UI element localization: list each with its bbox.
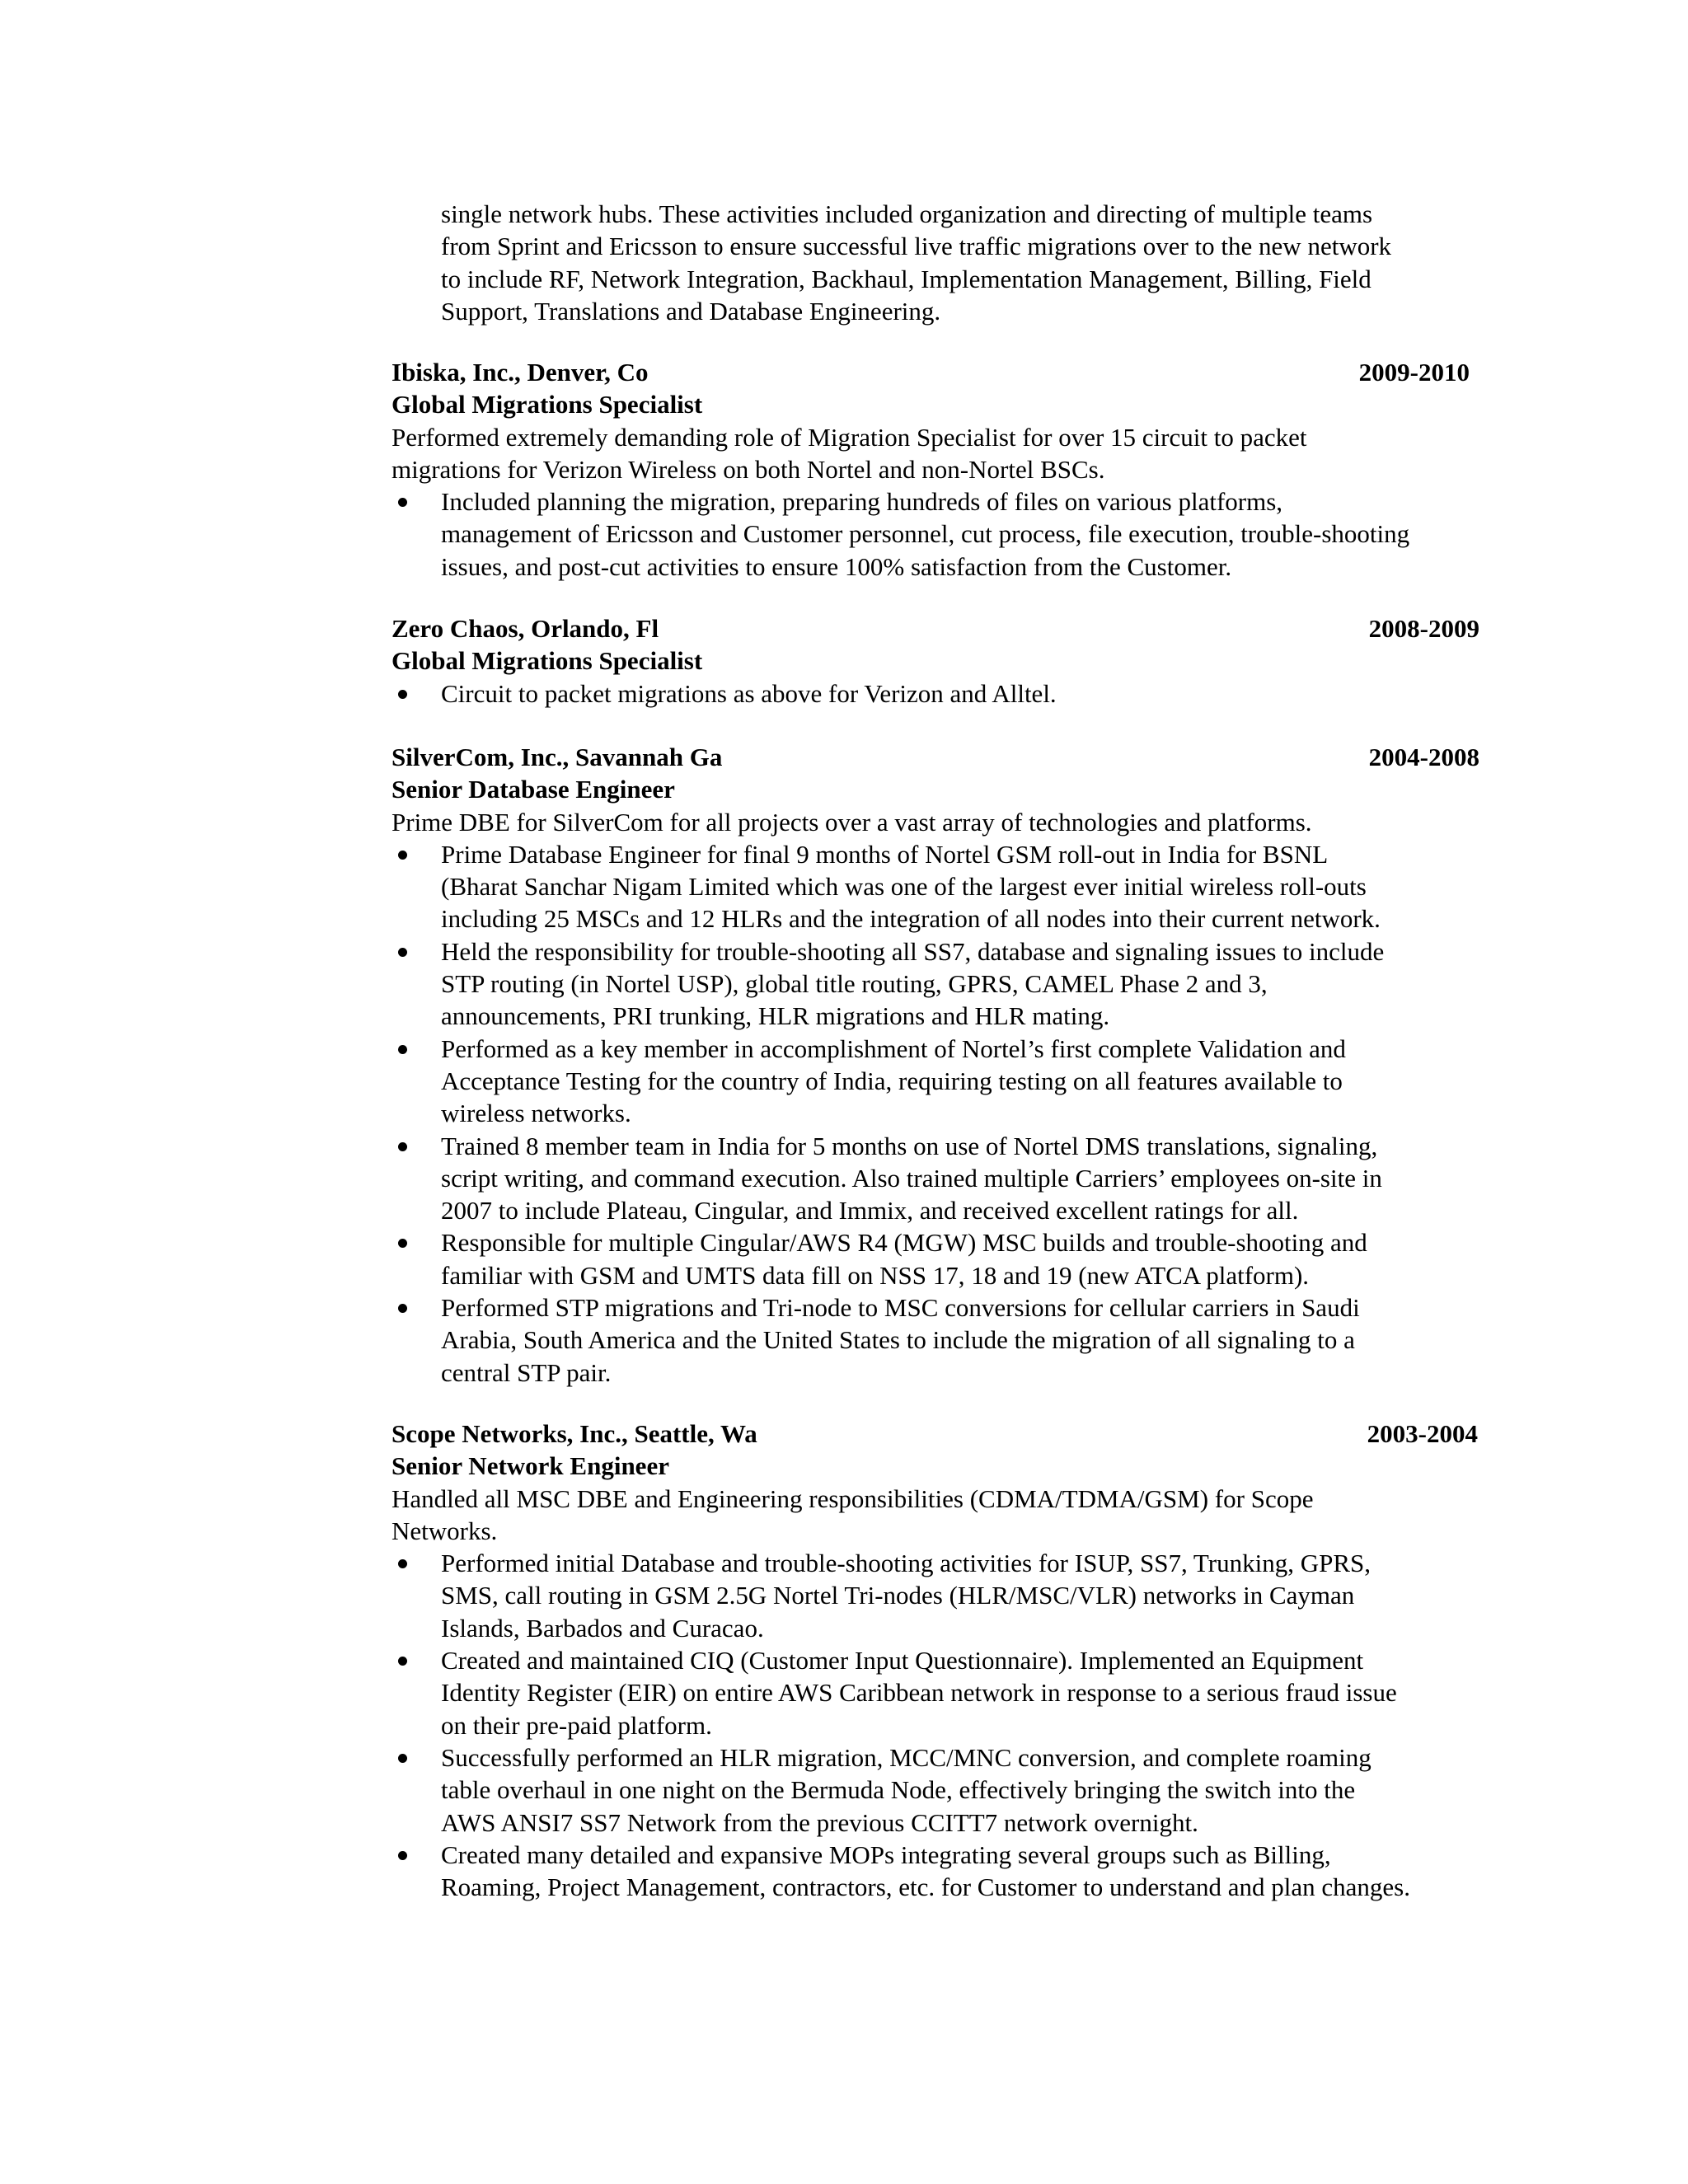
text-line: issues, and post-cut activities to ensure 100% satisfaction from the Customer. (441, 551, 1232, 581)
bullet-icon (398, 1851, 407, 1860)
job-summary (392, 421, 1479, 486)
text-line: 2007 to include Plateau, Cingular, and Immix, and received excellent ratings for all. (441, 1196, 1299, 1226)
bullet-item (392, 935, 1479, 1033)
text-line: from Sprint and Ericsson to ensure successful live traffic migrations over to the new network (441, 232, 1392, 261)
bullet-icon (398, 498, 407, 507)
bullet-icon (398, 1657, 407, 1666)
job-section-silvercom (392, 741, 1479, 1389)
text-line: Acceptance Testing for the country of India, requiring testing on all features available to (441, 1066, 1343, 1095)
text-line: Circuit to packet migrations as above for Verizon and Alltel. (441, 678, 1057, 708)
text-line: Trained 8 member team in India for 5 months on use of Nortel DMS translations, signaling, (441, 1131, 1378, 1160)
bullet-icon (398, 1142, 407, 1151)
text-line: Networks. (392, 1516, 498, 1545)
text-line: script writing, and command execution. Also trained multiple Carriers’ employees on-site in (441, 1163, 1382, 1193)
text-line: SMS, call routing in GSM 2.5G Nortel Tri-nodes (HLR/MSC/VLR) networks in Cayman (441, 1581, 1355, 1610)
bullet-item (392, 1226, 1479, 1291)
company-name: Zero Chaos, Orlando, Fl (392, 614, 659, 643)
text-line: wireless networks. (441, 1099, 631, 1128)
company-name: Ibiska, Inc., Denver, Co (392, 358, 649, 387)
text-line: Created and maintained CIQ (Customer Input Questionnaire). Implemented an Equipment (441, 1646, 1364, 1675)
company-name: Scope Networks, Inc., Seattle, Wa (392, 1419, 757, 1448)
bullet-item (392, 1741, 1479, 1839)
job-section-ibiska (392, 356, 1479, 583)
text-line: announcements, PRI trunking, HLR migrations and HLR mating. (441, 1001, 1110, 1031)
company-name: SilverCom, Inc., Savannah Ga (392, 743, 723, 771)
bullet-item (392, 838, 1479, 935)
job-role: Senior Network Engineer (392, 1451, 669, 1481)
text-line: STP routing (in Nortel USP), global title routing, GPRS, CAMEL Phase 2 and 3, (441, 969, 1268, 999)
text-line: on their pre-paid platform. (441, 1710, 712, 1740)
text-line: to include RF, Network Integration, Backhaul, Implementation Management, Billing, Field (441, 264, 1372, 293)
text-line: Arabia, South America and the United States to include the migration of all signaling to a (441, 1325, 1355, 1355)
bullet-list (392, 677, 1479, 710)
job-header (392, 1418, 1479, 1450)
bullet-item (392, 1033, 1479, 1130)
text-line: single network hubs. These activities included organization and directing of multiple teams (441, 199, 1373, 228)
job-header (392, 741, 1479, 773)
job-years: 2009-2010 (1358, 358, 1470, 387)
bullet-item (392, 677, 1479, 710)
bullet-list (392, 1547, 1479, 1903)
text-line: (Bharat Sanchar Nigam Limited which was one of the largest ever initial wireless roll-outs (441, 872, 1367, 902)
text-line: Identity Register (EIR) on entire AWS Caribbean network in response to a serious fraud issue (441, 1678, 1397, 1708)
text-line: Handled all MSC DBE and Engineering responsibilities (CDMA/TDMA/GSM) for Scope (392, 1483, 1314, 1513)
job-summary (392, 806, 1479, 838)
text-line: Islands, Barbados and Curacao. (441, 1613, 764, 1643)
bullet-icon (398, 690, 407, 699)
bullet-item (392, 485, 1479, 583)
bullet-item (392, 1291, 1479, 1389)
text-line: management of Ericsson and Customer personnel, cut process, file execution, trouble-shooting (441, 519, 1410, 549)
job-section-scope-networks (392, 1418, 1479, 1903)
job-years: 2008-2009 (1368, 614, 1479, 643)
job-years: 2004-2008 (1368, 743, 1479, 771)
text-line: Prime DBE for SilverCom for all projects over a vast array of technologies and platforms. (392, 807, 1312, 837)
text-line: Roaming, Project Management, contractors, etc. for Customer to understand and plan changes. (441, 1872, 1410, 1902)
job-header (392, 612, 1479, 644)
job-summary (392, 1483, 1479, 1548)
job-role: Global Migrations Specialist (392, 390, 703, 419)
bullet-list (392, 838, 1479, 1389)
bullet-icon (398, 1304, 407, 1313)
text-line: Held the responsibility for trouble-shooting all SS7, database and signaling issues to include (441, 936, 1385, 966)
text-line: table overhaul in one night on the Bermuda Node, effectively bringing the switch into the (441, 1775, 1356, 1805)
text-line: Performed STP migrations and Tri-node to MSC conversions for cellular carriers in Saudi (441, 1293, 1360, 1323)
bullet-item (392, 1839, 1479, 1904)
text-line: Successfully performed an HLR migration, MCC/MNC conversion, and complete roaming (441, 1742, 1372, 1772)
text-line: Performed as a key member in accomplishment of Nortel’s first complete Validation and (441, 1033, 1346, 1063)
bullet-icon (398, 851, 407, 860)
text-line: Support, Translations and Database Engineering. (441, 296, 941, 326)
job-years: 2003-2004 (1367, 1419, 1478, 1448)
bullet-item (392, 1130, 1479, 1227)
text-line: Created many detailed and expansive MOPs integrating several groups such as Billing, (441, 1840, 1331, 1869)
bullet-icon (398, 1559, 407, 1568)
job-role: Senior Database Engineer (392, 775, 675, 804)
job-header (392, 356, 1479, 388)
bullet-item (392, 1547, 1479, 1644)
text-line: including 25 MSCs and 12 HLRs and the integration of all nodes into their current network. (441, 904, 1381, 934)
text-line: central STP pair. (441, 1357, 612, 1387)
text-line: Responsible for multiple Cingular/AWS R4 (MGW) MSC builds and trouble-shooting and (441, 1228, 1367, 1258)
text-line: Prime Database Engineer for final 9 months of Nortel GSM roll-out in India for BSNL (441, 839, 1329, 869)
bullet-icon (398, 948, 407, 957)
bullet-icon (398, 1045, 407, 1054)
text-line: Included planning the migration, preparing hundreds of files on various platforms, (441, 487, 1283, 517)
bullet-icon (398, 1754, 407, 1763)
text-line: Performed extremely demanding role of Migration Specialist for over 15 circuit to packet (392, 422, 1307, 452)
bullet-list (392, 485, 1479, 583)
bullet-item (392, 1644, 1479, 1741)
bullet-icon (398, 1239, 407, 1248)
continuation-paragraph (441, 198, 1488, 327)
text-line: migrations for Verizon Wireless on both Nortel and non-Nortel BSCs. (392, 454, 1105, 484)
text-line: Performed initial Database and trouble-shooting activities for ISUP, SS7, Trunking, GPRS, (441, 1549, 1372, 1578)
job-role: Global Migrations Specialist (392, 646, 703, 676)
job-section-zero-chaos (392, 612, 1479, 710)
text-line: AWS ANSI7 SS7 Network from the previous CCITT7 network overnight. (441, 1807, 1198, 1837)
text-line: familiar with GSM and UMTS data fill on NSS 17, 18 and 19 (new ATCA platform). (441, 1260, 1310, 1290)
